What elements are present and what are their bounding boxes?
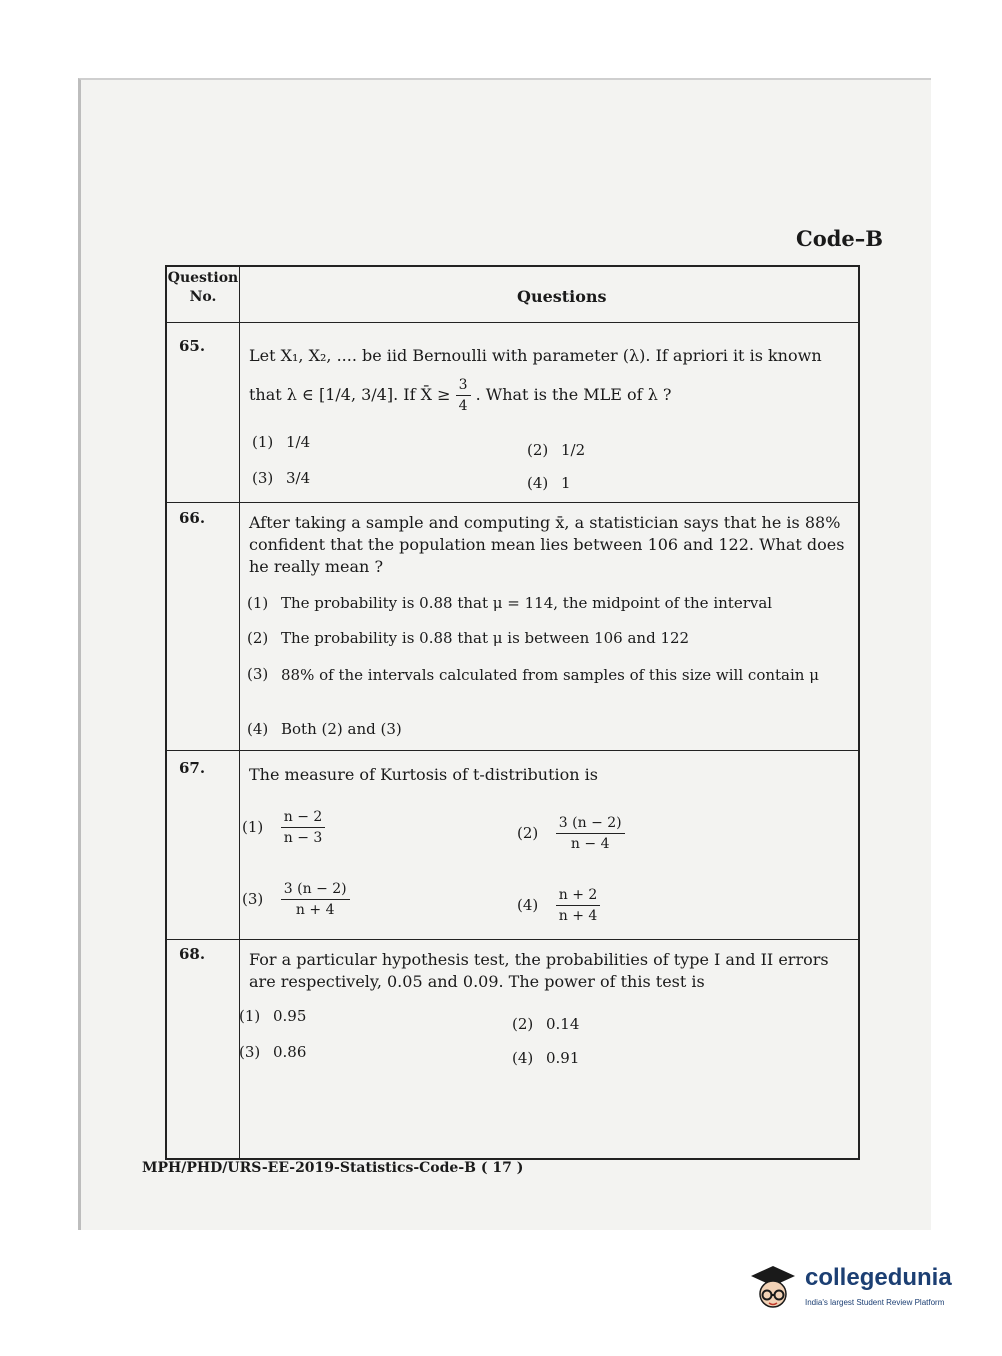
q67-option-4: (4) $\frac{n + 2}{n + 4}$ [517,887,600,924]
q67-option-3: (3) $\frac{3 (n - 2)}{n + 4}$ [242,881,350,918]
header-questions: Questions [517,287,607,306]
question-number-67: 67. [179,759,206,777]
question-table [165,265,860,1160]
question-divider [167,939,858,940]
q66-option-4: (4) Both (2) and (3) [247,720,402,738]
q66-option-3: (3) 88% of the intervals calculated from samples of this size will contain μ [247,665,819,684]
brand-name: collegedunia [805,1264,952,1291]
header-question-no: Question No. [167,270,239,305]
collegedunia-watermark [745,1258,975,1318]
q67-option-1: (1) $\frac{n - 2}{n - 3}$ [242,809,325,846]
question-number-66: 66. [179,509,206,527]
page-footer: MPH/PHD/URS-EE-2019-Statistics-Code-B ( 17 ) [142,1160,524,1176]
question-66-text: After taking a sample and computing x̄, a statistician says that he is 88% confident that the population mean lies between 106 and 122. What does he really mean ? [249,513,845,576]
header-divider [167,322,858,323]
question-65-line1: Let X₁, X₂, .... be iid Bernoulli with parameter (λ). If apriori it is known [249,346,822,365]
question-number-68: 68. [179,945,206,963]
q65-option-1: (1) 1/4 [252,433,311,451]
code-label: Code–B [796,226,884,251]
graduate-mascot-icon [745,1258,801,1314]
q68-option-2: (2) 0.14 [512,1015,580,1033]
q68-option-3: (3) 0.86 [239,1043,307,1061]
q68-option-1: (1) 0.95 [239,1007,307,1025]
question-68-text: For a particular hypothesis test, the probabilities of type I and II errors are respectively, 0.05 and 0.09. The power of this test is [249,950,829,991]
q65-option-4: (4) 1 [527,474,571,492]
q66-option-1: (1) The probability is 0.88 that μ = 114, the midpoint of the interval [247,594,773,612]
brand-tagline: India's largest Student Review Platform [805,1298,945,1307]
question-67-text: The measure of Kurtosis of t-distribution is [249,765,598,784]
q65-option-3: (3) 3/4 [252,469,311,487]
question-65-line2: that λ ∈ [1/4, 3/4]. If X̄ ≥ $\frac{3}{4}$ . What is the MLE of λ ? [249,377,672,414]
q65-option-2: (2) 1/2 [527,441,586,459]
question-divider [167,750,858,751]
question-divider [167,502,858,503]
question-number-65: 65. [179,337,206,355]
fraction-three-quarters: $\frac{3}{4}$ [456,377,471,414]
q66-option-2: (2) The probability is 0.88 that μ is between 106 and 122 [247,629,690,647]
q68-option-4: (4) 0.91 [512,1049,580,1067]
q67-option-2: (2) $\frac{3 (n - 2)}{n - 4}$ [517,815,625,852]
